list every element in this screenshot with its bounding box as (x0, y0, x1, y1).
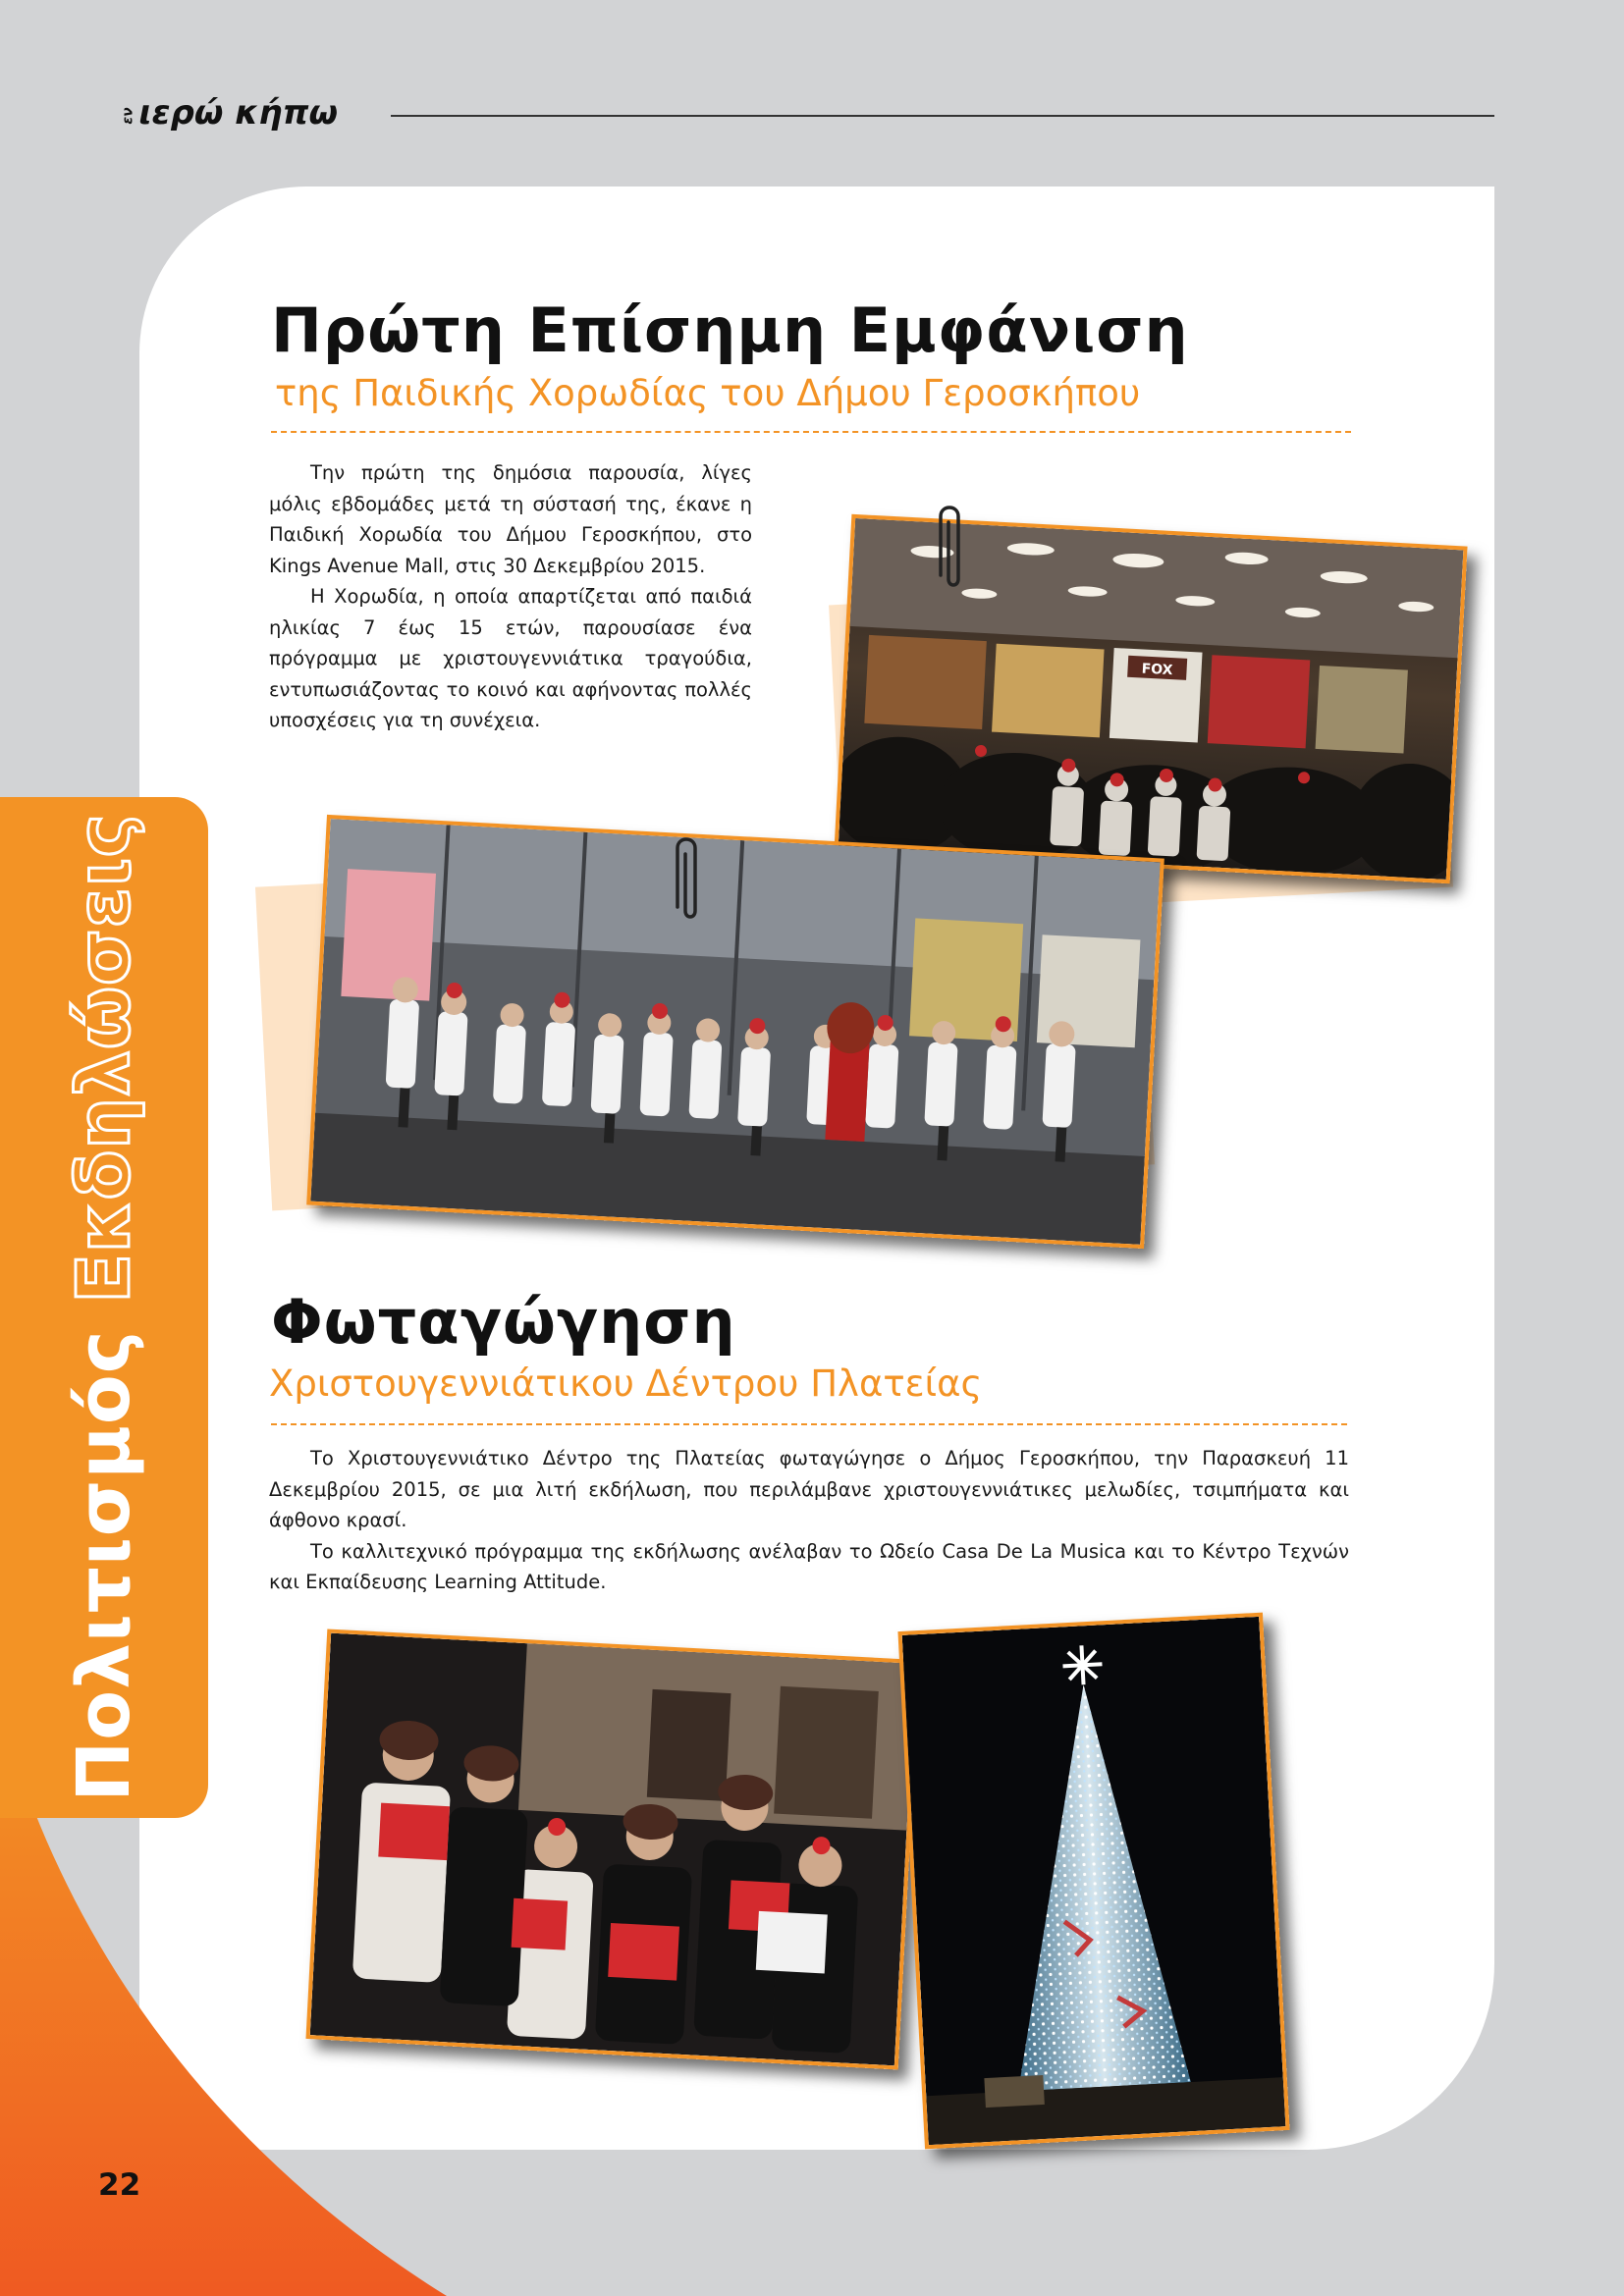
christmas-tree-photo (897, 1613, 1289, 2150)
article1-paragraph-2: Η Χορωδία, η οποία απαρτίζεται από παιδιά ηλικίας 7 έως 15 ετών, παρουσίασε ένα πρόγραμμα με χριστουγεννιάτικα τραγούδια, εντυπωσιάζοντας το κοινό και αφήνοντας πολλές υποσχέσεις για τη συνέχεια. (269, 585, 752, 731)
article2-title: Φωταγώγηση (271, 1286, 736, 1358)
choir-performance-photo (306, 815, 1164, 1249)
mall-crowd-photo (834, 514, 1467, 883)
article1-body (269, 457, 752, 736)
article1-divider (271, 431, 1351, 433)
carol-singers-photo (305, 1629, 919, 2069)
paperclip-icon (668, 830, 703, 921)
masthead-rule (391, 115, 1494, 117)
paperclip-icon (931, 499, 966, 589)
article1-subtitle: της Παιδικής Χορωδίας του Δήμου Γεροσκήπου (275, 372, 1141, 414)
masthead-logo-prefix: εν (120, 107, 136, 125)
article1-paragraph-1: Την πρώτη της δημόσια παρουσία, λίγες μόλις εβδομάδες μετά τη σύστασή της, έκανε η Παιδική Χορωδία του Δήμου Γεροσκήπου, στο Kings Avenue Mall, στις 30 Δεκεμβρίου 2015. (269, 461, 752, 577)
masthead-logo-main: ιερώ κήπω (138, 93, 339, 133)
article2-paragraph-2: Το καλλιτεχνικό πρόγραμμα της εκδήλωσης ανέλαβαν το Ωδείο Casa De La Musica και το Κέντρο Τεχνών και Εκπαίδευσης Learning Attitude. (269, 1539, 1349, 1593)
page-number: 22 (98, 2167, 141, 2203)
section-tab-word-culture: Πολιτισμός (62, 1329, 146, 1802)
section-tab-label (62, 813, 146, 1801)
section-tab-word-events: Εκδηλώσεις (62, 813, 146, 1304)
article1-title: Πρώτη Επίσημη Εμφάνιση (271, 294, 1189, 366)
article2-body (269, 1443, 1349, 1598)
article2-divider (271, 1423, 1347, 1425)
store-sign-fox: FOX (1141, 661, 1173, 679)
article2-subtitle: Χριστουγεννιάτικου Δέντρου Πλατείας (269, 1362, 983, 1405)
article2-paragraph-1: Το Χριστουγεννιάτικο Δέντρο της Πλατείας φωταγώγησε ο Δήμος Γεροσκήπου, την Παρασκευή 11 Δεκεμβρίου 2015, σε μια λιτή εκδήλωση, που περιλάμβανε χριστουγεννιάτικες μελωδίες, τσιμπήματα και άφθονο κρασί. (269, 1447, 1349, 1531)
masthead-logo (120, 93, 338, 133)
